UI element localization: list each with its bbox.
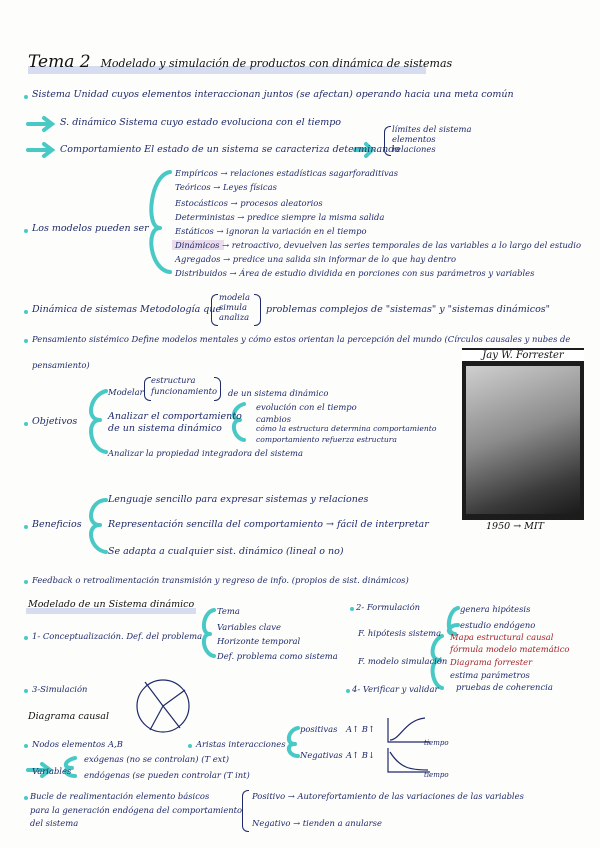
endogenas: endógenas (se pueden controlar (T int) <box>84 770 250 780</box>
brace <box>211 294 218 326</box>
bullet <box>24 95 28 99</box>
f-modelo: F. modelo simulación <box>358 656 448 666</box>
modelar-tail: de un sistema dinámico <box>228 388 329 398</box>
beneficio-item: Representación sencilla del comportamiento → fácil de interpretar <box>108 519 429 530</box>
comportamiento-definition: Comportamiento El estado de un sistema se caracteriza determinando <box>60 144 401 155</box>
mod-item: estima parámetros <box>450 670 530 680</box>
nodos: Nodos elementos A,B <box>32 739 123 749</box>
brace <box>144 377 151 401</box>
sistema-definition: Sistema Unidad cuyos elementos interaccionan juntos (se afectan) operando hacia una meta común <box>32 89 514 100</box>
brace <box>384 126 391 156</box>
bullet <box>346 689 350 693</box>
bucle-line: del sistema <box>30 818 79 828</box>
s-dinamico-definition: S. dinámico Sistema cuyo estado evoluciona con el tiempo <box>60 117 342 128</box>
conc-item: Tema <box>217 606 240 616</box>
formulacion: 2- Formulación <box>356 602 421 612</box>
mod-item: fórmula modelo matemático <box>450 644 570 654</box>
tema-label: Tema 2 <box>28 52 91 72</box>
conc-item: Horizonte temporal <box>217 636 301 646</box>
conc-item: Def. problema como sistema <box>217 651 338 661</box>
bullet <box>188 744 192 748</box>
objetivos-label: Objetivos <box>32 416 78 427</box>
verificar: 4- Verificar y validar <box>352 684 439 694</box>
dinamica-text-b: problemas complejos de "sistemas" y "sistemas dinámicos" <box>266 304 551 315</box>
conceptualizacion: 1- Conceptualización. Def. del problema <box>32 631 203 641</box>
bullet <box>24 744 28 748</box>
modelo-item: Distribuidos → Área de estudio dividida en porciones con sus parámetros y variables <box>175 268 535 278</box>
photo-years: 1950 → MIT <box>486 521 544 532</box>
f-hipotesis: F. hipótesis sistema <box>358 628 442 638</box>
bullet <box>24 689 28 693</box>
analizar-propiedad: Analizar la propiedad integradora del sistema <box>108 448 303 458</box>
modelo-item: Agregados → predice una salida sin informar de lo que hay dentro <box>175 254 457 264</box>
simulacion: 3-Simulación <box>32 684 88 694</box>
modelo-item: Empíricos → relaciones estadísticas sagarforaditivas <box>175 168 399 178</box>
mod-item: Mapa estructural causal <box>450 632 554 642</box>
pos-eq: A↑ B↑ <box>346 724 375 734</box>
beneficios-label: Beneficios <box>32 519 82 530</box>
modelar-label: Modelar <box>108 387 144 397</box>
bullet <box>24 339 28 343</box>
dinamica-option: modela <box>219 292 250 302</box>
exogenas: exógenas (no se controlan) (T ext) <box>84 754 230 764</box>
pensamiento-line: Pensamiento sistémico Define modelos mentales y cómo estos orientan la percepción del mundo (Círculos causales y nubes de <box>32 334 571 344</box>
brace <box>254 294 261 326</box>
beneficio-item: Se adapta a cualquier sist. dinámico (lineal o no) <box>108 546 344 557</box>
bullet <box>24 796 28 800</box>
bucle-line: para la generación endógena del comportamiento <box>30 805 243 815</box>
bullet <box>350 607 354 611</box>
negativas: Negativas <box>300 750 343 760</box>
bullet <box>24 636 28 640</box>
analizar-option: cambios <box>256 414 292 424</box>
modelar-option: funcionamiento <box>151 386 218 396</box>
modelo-item: Estáticos → ignoran la variación en el tiempo <box>175 226 367 236</box>
negativo: Negativo → tienden a anularse <box>252 818 382 828</box>
mod-item: pruebas de coherencia <box>456 682 553 692</box>
portrait-image <box>466 366 580 514</box>
pensamiento-line: pensamiento) <box>32 360 90 370</box>
beneficio-item: Lenguaje sencillo para expresar sistemas y relaciones <box>108 494 369 505</box>
bucle-line: Bucle de realimentación elemento básicos <box>30 791 210 801</box>
analizar-line: de un sistema dinámico <box>108 423 222 434</box>
modelar-option: estructura <box>151 375 196 385</box>
aristas: Aristas interacciones <box>196 739 286 749</box>
forrester-photo <box>462 348 584 520</box>
dinamica-option: analiza <box>219 312 250 322</box>
positivo: Positivo → Autorefortamiento de las variaciones de las variables <box>252 791 524 801</box>
brace <box>242 790 249 832</box>
modelo-item: Teóricos → Leyes físicas <box>175 182 277 192</box>
tiempo-label: tiempo <box>424 771 449 779</box>
causal-heading: Diagrama causal <box>28 711 109 722</box>
modelo-item: Dinámicos → retroactivo, devuelven las series temporales de las variables a lo largo del estudio <box>175 240 582 250</box>
neg-eq: A↑ B↓ <box>346 750 375 760</box>
photo-caption: Jay W. Forrester <box>462 350 584 361</box>
dinamica-text: Dinámica de sistemas Metodología que <box>32 304 222 315</box>
conc-item: Variables clave <box>217 622 281 632</box>
mod-item: Diagrama forrester <box>450 657 533 667</box>
hip-item: estudio endógeno <box>460 620 536 630</box>
hip-item: genera hipótesis <box>460 604 531 614</box>
bullet <box>24 422 28 426</box>
bullet <box>24 229 28 233</box>
analizar-option: comportamiento refuerza estructura <box>256 435 397 444</box>
modelos-label: Los modelos pueden ser <box>32 223 149 234</box>
dinamica-option: simula <box>219 302 247 312</box>
tiempo-label: tiempo <box>424 739 449 747</box>
analizar-line: Analizar el comportamiento <box>108 411 242 422</box>
limites-item: límites del sistema <box>392 124 472 134</box>
brace <box>214 377 221 401</box>
limites-item: elementos <box>392 134 436 144</box>
bullet <box>24 580 28 584</box>
limites-item: relaciones <box>392 144 436 154</box>
analizar-option: evolución con el tiempo <box>256 402 357 412</box>
bullet <box>24 525 28 529</box>
modelo-item: Estocásticos → procesos aleatorios <box>175 198 323 208</box>
tema-subtitle: Modelado y simulación de productos con dinámica de sistemas <box>100 57 453 70</box>
positivas: positivas <box>300 724 338 734</box>
bullet <box>24 310 28 314</box>
modelo-item: Deterministas → predice siempre la misma salida <box>175 212 385 222</box>
modelado-heading: Modelado de un Sistema dinámico <box>28 599 195 610</box>
analizar-option: cómo la estructura determina comportamiento <box>256 424 437 433</box>
variables-label: Variables <box>32 766 72 776</box>
feedback-text: Feedback o retroalimentación transmisión y regreso de info. (propios de sist. dinámicos) <box>32 575 409 585</box>
